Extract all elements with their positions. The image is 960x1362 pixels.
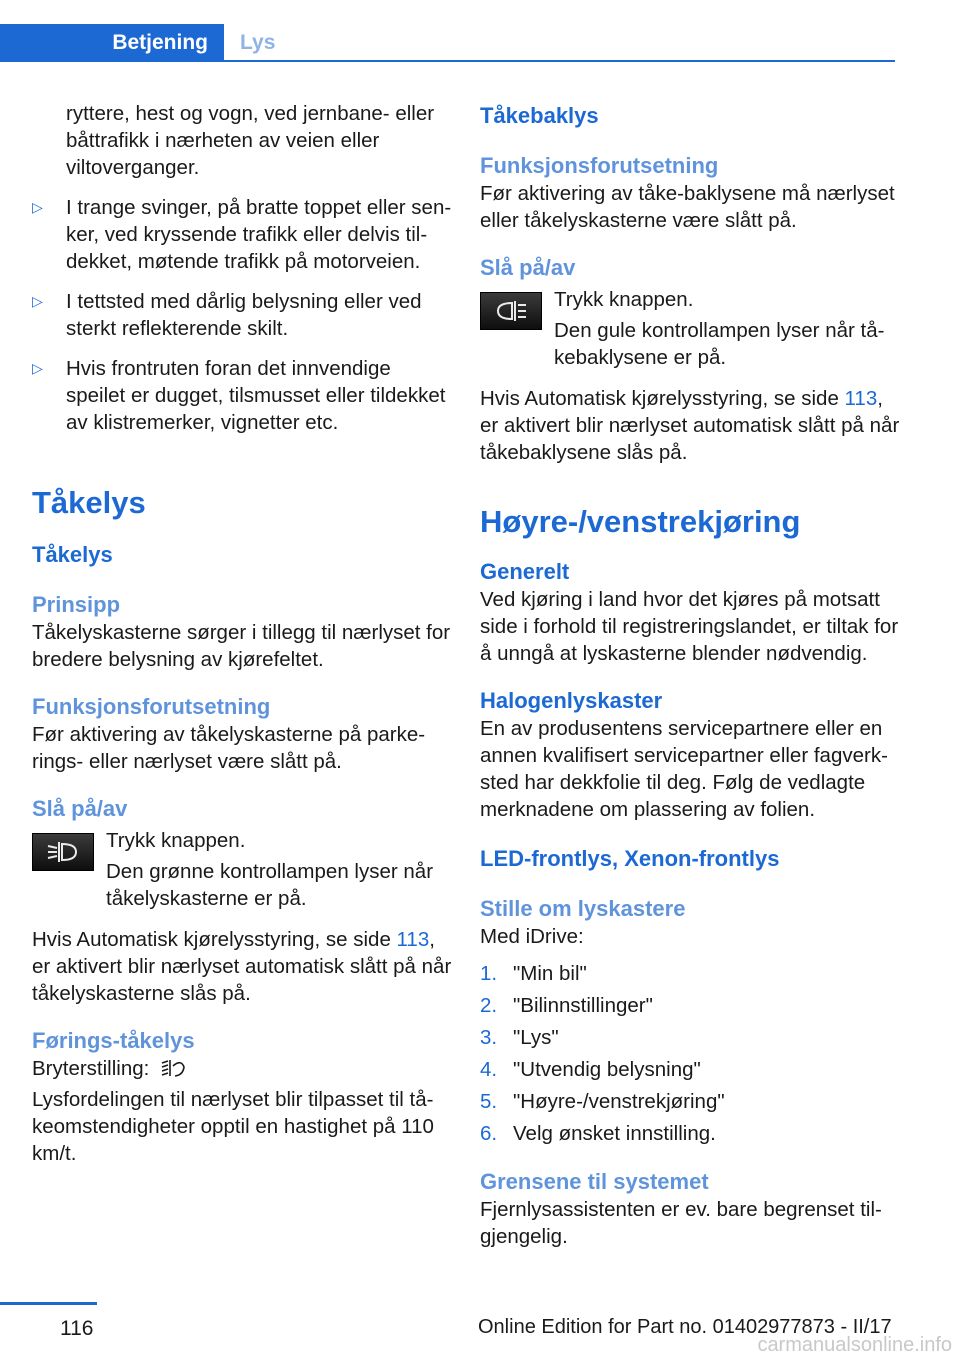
right-column bbox=[480, 102, 900, 1250]
halogen-text: En av produsentens servicepartnere eller en annen kvalifisert servicepartner eller fagverksted har dekkfolie til deg. Følg de vedlagte merknadene om plassering av folien. bbox=[480, 717, 888, 821]
med-idrive-text: Med iDrive: bbox=[480, 925, 584, 948]
list-item: 1. "Min bil" bbox=[480, 962, 587, 985]
page-header bbox=[0, 0, 960, 62]
heading-funksjonsforutsetning: Funksjonsforutsetning bbox=[480, 153, 719, 178]
heading-stille-om-lyskastere: Stille om lyskastere bbox=[480, 896, 686, 921]
front-fog-light-icon bbox=[32, 833, 94, 871]
bullet-list bbox=[32, 100, 452, 436]
guide-fog-light-icon bbox=[159, 1057, 187, 1079]
page-link-113[interactable]: 113 bbox=[844, 387, 878, 410]
section-title-takelys: Tåkelys bbox=[32, 485, 146, 520]
edition-text: Online Edition for Part no. 01402977873 - II/17 bbox=[478, 1316, 892, 1338]
page-link-113[interactable]: 113 bbox=[396, 928, 430, 951]
list-item: ▷ I tettsted med dårlig belysning eller ved sterkt reflekterende skilt. bbox=[32, 290, 422, 340]
heading-forings-takelys: Førings-tåkelys bbox=[32, 1028, 195, 1053]
bryter-line: Bryterstilling: bbox=[32, 1055, 452, 1082]
fog-button-instruction bbox=[32, 827, 452, 912]
list-item: 6. Velg ønsket innstilling. bbox=[480, 1122, 716, 1145]
grense-text: Fjernlysassistenten er ev. bare begrenset tilgjengelig. bbox=[480, 1198, 882, 1248]
heading-funksjonsforutsetning: Funksjonsforutsetning bbox=[32, 694, 271, 719]
funksjon-text: Før aktivering av tåke-baklysene må nærlyset eller tåkelyskasterne være slått på. bbox=[480, 182, 895, 232]
generelt-text: Ved kjøring i land hvor det kjøres på motsatt side i forhold til registreringslandet, er tiltak for å unngå at lyskasterne blender nødvendig. bbox=[480, 588, 899, 665]
list-item: ryttere, hest og vogn, ved jernbane- eller båttrafikk i nærheten av veien eller viltoverganger. bbox=[66, 102, 435, 179]
list-item: ▷ I trange svinger, på bratte toppet eller senker, ved kryssende trafikk eller delvis tildekket, møtende trafikk på motorveien. bbox=[32, 196, 452, 273]
list-item: 4. "Utvendig belysning" bbox=[480, 1058, 701, 1081]
subsection-title-takebaklys: Tåkebaklys bbox=[480, 103, 599, 128]
rear-fog-light-icon bbox=[480, 292, 542, 330]
list-item: ▷ Hvis frontruten foran det innvendige speilet er dugget, tilsmusset eller tildekket av klistremerker, vignetter etc. bbox=[32, 357, 446, 434]
section-tab-betjening: Betjening bbox=[0, 24, 224, 62]
section-tab-lys: Lys bbox=[240, 31, 276, 54]
triangle-bullet-icon: ▷ bbox=[32, 360, 43, 376]
left-column bbox=[32, 100, 452, 1167]
auto-light-text: Hvis Automatisk kjørelysstyring, se side 113, er aktivert blir nærlyset automatisk slått på når tåkelyskasterne slås på. bbox=[32, 928, 452, 1005]
triangle-bullet-icon: ▷ bbox=[32, 293, 43, 309]
heading-grensene: Grensene til systemet bbox=[480, 1169, 709, 1194]
funksjon-text: Før aktivering av tåkelyskasterne på parkerings- eller nærlyset være slått på. bbox=[32, 723, 426, 773]
subsection-title-takelys: Tåkelys bbox=[32, 542, 113, 567]
idrive-steps bbox=[480, 960, 900, 1147]
press-button-text: Trykk knappen. bbox=[106, 829, 246, 852]
triangle-bullet-icon: ▷ bbox=[32, 199, 43, 215]
list-item: 3. "Lys" bbox=[480, 1026, 559, 1049]
heading-halogenlyskaster: Halogenlyskaster bbox=[480, 688, 663, 713]
list-item: 5. "Høyre-/venstrekjøring" bbox=[480, 1090, 725, 1113]
watermark: carmanualsonline.info bbox=[757, 1334, 952, 1356]
auto-light-text: Hvis Automatisk kjørelysstyring, se side 113, er aktivert blir nærlyset automatisk slått på når tåkebaklysene slås på. bbox=[480, 387, 900, 464]
press-button-text: Trykk knappen. bbox=[554, 288, 694, 311]
heading-prinsipp: Prinsipp bbox=[32, 592, 121, 617]
heading-led-xenon: LED-frontlys, Xenon-frontlys bbox=[480, 846, 780, 871]
heading-slaa-paa-av: Slå på/av bbox=[32, 796, 128, 821]
page-number: 116 bbox=[60, 1317, 94, 1340]
forings-text: Lysfordelingen til nærlyset blir tilpasset til tåkeomstendigheter opptil en hastighet på 110 km/t. bbox=[32, 1088, 434, 1165]
heading-slaa-paa-av: Slå på/av bbox=[480, 255, 576, 280]
prinsipp-text: Tåkelyskasterne sørger i tillegg til nærlyset for bredere belysning av kjørefeltet. bbox=[32, 621, 451, 671]
list-item: 2. "Bilinnstillinger" bbox=[480, 994, 653, 1017]
rear-fog-button-instruction bbox=[480, 286, 900, 371]
heading-generelt: Generelt bbox=[480, 559, 570, 584]
footer-rule bbox=[0, 1302, 97, 1305]
section-title-hoyre-venstrekjoring: Høyre-/venstrekjøring bbox=[480, 504, 801, 539]
lamp-text: Den grønne kontrollampen lyser når tåkelyskasterne er på. bbox=[106, 860, 434, 910]
lamp-text: Den gule kontrollampen lyser når tåkebaklysene er på. bbox=[554, 319, 885, 369]
header-rule bbox=[0, 60, 895, 62]
